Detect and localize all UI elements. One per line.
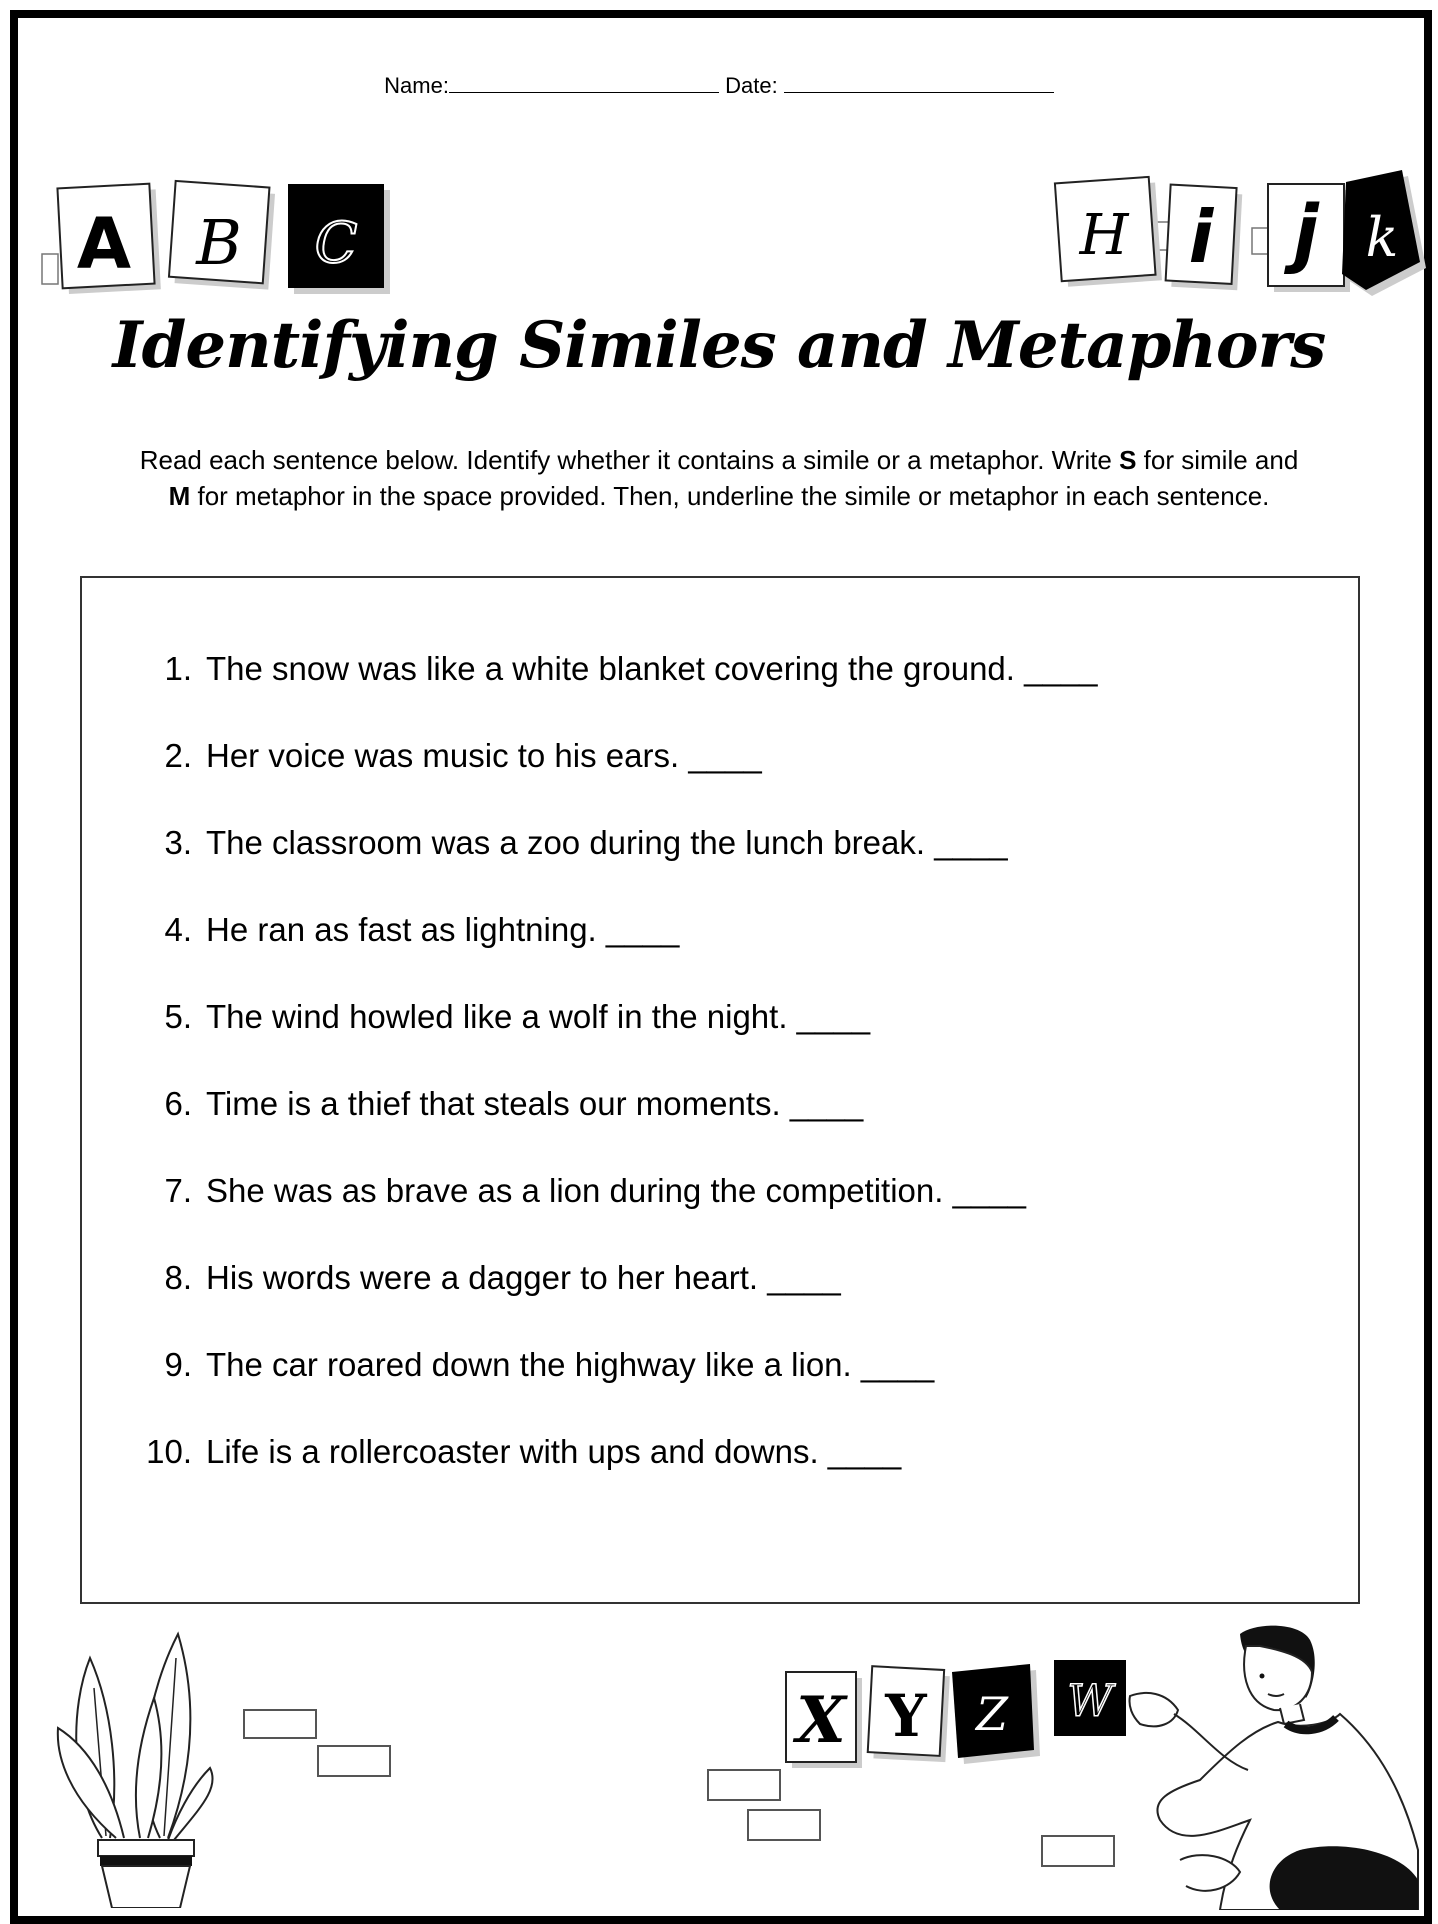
question-number: 9. — [164, 1346, 192, 1383]
question-item — [82, 650, 1098, 688]
question-number: 10. — [146, 1433, 192, 1470]
question-item — [82, 998, 870, 1036]
question-item — [82, 1085, 863, 1123]
question-item — [82, 1346, 934, 1384]
question-number: 5. — [164, 998, 192, 1035]
top-left-letter-tiles — [36, 176, 406, 316]
top-right-letter-tiles — [1046, 166, 1426, 316]
question-number: 6. — [164, 1085, 192, 1122]
tile-letter-c: C — [314, 211, 358, 276]
questions-box — [80, 576, 1360, 1604]
instructions-bold-m: M — [168, 481, 191, 511]
question-text: The snow was like a white blanket covering the ground. ____ — [206, 650, 1098, 687]
question-text: The wind howled like a wolf in the night. ____ — [206, 998, 871, 1035]
question-text: Her voice was music to his ears. ____ — [206, 737, 762, 774]
tile-letter-z: Z — [976, 1687, 1008, 1741]
tile-letter-w: W — [1067, 1676, 1113, 1727]
question-text: His words were a dagger to her heart. ____ — [206, 1259, 841, 1296]
question-item — [82, 824, 1008, 862]
question-text: The classroom was a zoo during the lunch break. ____ — [206, 824, 1008, 861]
question-number: 4. — [164, 911, 192, 948]
tile-letter-x: X — [796, 1683, 846, 1758]
tile-letter-k: k — [1365, 206, 1399, 269]
date-label: Date: — [725, 73, 778, 98]
question-item — [82, 737, 762, 775]
worksheet-title: Identifying Similes and Metaphors — [112, 308, 1326, 383]
question-item — [82, 1433, 901, 1471]
person-illustration — [1129, 1626, 1418, 1910]
tile-letter-a: A — [76, 203, 132, 285]
tile-letter-h: H — [1079, 203, 1129, 268]
name-field[interactable] — [449, 72, 719, 93]
date-field[interactable] — [784, 72, 1054, 93]
instructions-bold-s: S — [1119, 445, 1137, 475]
question-text: He ran as fast as lightning. ____ — [206, 911, 680, 948]
question-number: 3. — [164, 824, 192, 861]
instructions-part2: for simile and — [1136, 445, 1299, 475]
question-item — [82, 1172, 1026, 1210]
tile-letter-j: j — [1293, 190, 1319, 276]
question-item — [82, 1259, 841, 1297]
question-text: She was as brave as a lion during the competition. ____ — [206, 1172, 1027, 1209]
question-text: Time is a thief that steals our moments. ____ — [206, 1085, 864, 1122]
question-text: Life is a rollercoaster with ups and downs. ____ — [206, 1433, 902, 1470]
question-number: 7. — [164, 1172, 192, 1209]
question-number: 1. — [164, 650, 192, 687]
instructions — [60, 442, 1378, 514]
instructions-part3: for metaphor in the space provided. Then, underline the simile or metaphor in each sentence. — [190, 481, 1270, 511]
question-text: The car roared down the highway like a lion. ____ — [206, 1346, 935, 1383]
tile-letter-b: B — [196, 206, 242, 279]
tile-letter-i: i — [1188, 195, 1214, 279]
tile-letter-y: Y — [885, 1682, 927, 1750]
potted-plant-illustration — [50, 1628, 410, 1908]
person-with-letter-tiles-illustration — [700, 1620, 1420, 1910]
question-number: 8. — [164, 1259, 192, 1296]
question-number: 2. — [164, 737, 192, 774]
instructions-part1: Read each sentence below. Identify whether it contains a simile or a metaphor. Write — [139, 445, 1120, 475]
name-date-line — [0, 72, 1438, 99]
question-item — [82, 911, 679, 949]
name-label: Name: — [384, 73, 449, 98]
